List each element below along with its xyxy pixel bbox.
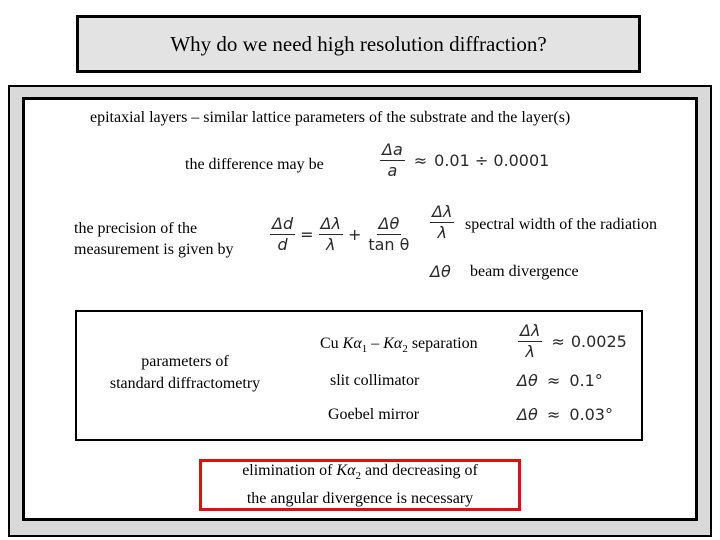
fraction-numerator: Δλ bbox=[520, 321, 541, 340]
difference-label: the difference may be bbox=[185, 156, 324, 173]
goebel-mirror-label: Goebel mirror bbox=[328, 406, 420, 423]
approx-sign: ≈ bbox=[551, 332, 565, 351]
difference-value: 0.01 ÷ 0.0001 bbox=[434, 151, 550, 170]
approx-sign: ≈ bbox=[546, 405, 561, 424]
standard-label-line1: parameters of bbox=[141, 353, 229, 370]
plus-sign: + bbox=[347, 225, 362, 244]
slit-value: 0.1° bbox=[569, 371, 603, 390]
standard-label-line2: standard diffractometry bbox=[109, 375, 261, 392]
precision-label-line1: the precision of the bbox=[74, 220, 198, 237]
fraction-numerator: Δλ bbox=[320, 214, 341, 233]
difference-equation bbox=[380, 141, 549, 180]
goebel-value: 0.03° bbox=[569, 405, 613, 424]
separation-value: 0.0025 bbox=[570, 332, 627, 351]
fraction-denominator: d bbox=[277, 235, 288, 254]
conclusion-line2: the angular divergence is necessary bbox=[246, 489, 474, 507]
cu-ka-separation-label: Cu $K\alpha_1 - K\alpha_2$ separation bbox=[320, 335, 478, 356]
delta-d-fraction bbox=[270, 215, 295, 254]
fraction-denominator: a bbox=[387, 161, 398, 180]
cu-ka-separation-equation bbox=[518, 322, 627, 361]
approx-sign: ≈ bbox=[413, 151, 428, 170]
conclusion-line1: elimination of $K\alpha_2$ and decreasing of bbox=[242, 462, 478, 483]
divergence-symbol: Δθ bbox=[430, 262, 451, 281]
fraction-numerator: Δλ bbox=[432, 202, 453, 221]
slit-collimator-label: slit collimator bbox=[330, 372, 420, 389]
slit-collimator-equation bbox=[517, 371, 603, 390]
fraction-denominator: tan θ bbox=[368, 235, 410, 254]
divergence-label: beam divergence bbox=[470, 263, 579, 280]
delta-lambda-fraction bbox=[319, 215, 343, 254]
fraction-numerator: Δa bbox=[382, 140, 403, 159]
equals-sign: = bbox=[300, 225, 314, 244]
precision-label-line2: measurement is given by bbox=[74, 241, 234, 258]
goebel-mirror-equation bbox=[517, 405, 613, 424]
fraction-numerator: Δd bbox=[272, 214, 294, 233]
fraction-denominator: λ bbox=[325, 235, 336, 254]
precision-equation bbox=[270, 215, 411, 254]
delta-theta-symbol: Δθ bbox=[517, 405, 538, 424]
fraction-numerator: Δθ bbox=[378, 214, 400, 233]
title-box bbox=[76, 15, 641, 73]
approx-sign: ≈ bbox=[546, 371, 561, 390]
delta-theta-fraction bbox=[366, 215, 411, 254]
conclusion-box bbox=[199, 459, 521, 511]
delta-theta-symbol: Δθ bbox=[517, 371, 538, 390]
fraction-denominator: λ bbox=[525, 342, 535, 361]
delta-a-fraction bbox=[380, 141, 405, 180]
spectral-label: spectral width of the radiation bbox=[465, 216, 657, 233]
intro-text: epitaxial layers – similar lattice parameters of the substrate and the layer(s) bbox=[90, 109, 571, 126]
spectral-symbol bbox=[430, 203, 454, 242]
content-frame bbox=[22, 97, 698, 521]
page-title: Why do we need high resolution diffraction? bbox=[170, 31, 547, 56]
fraction-denominator: λ bbox=[437, 223, 447, 242]
